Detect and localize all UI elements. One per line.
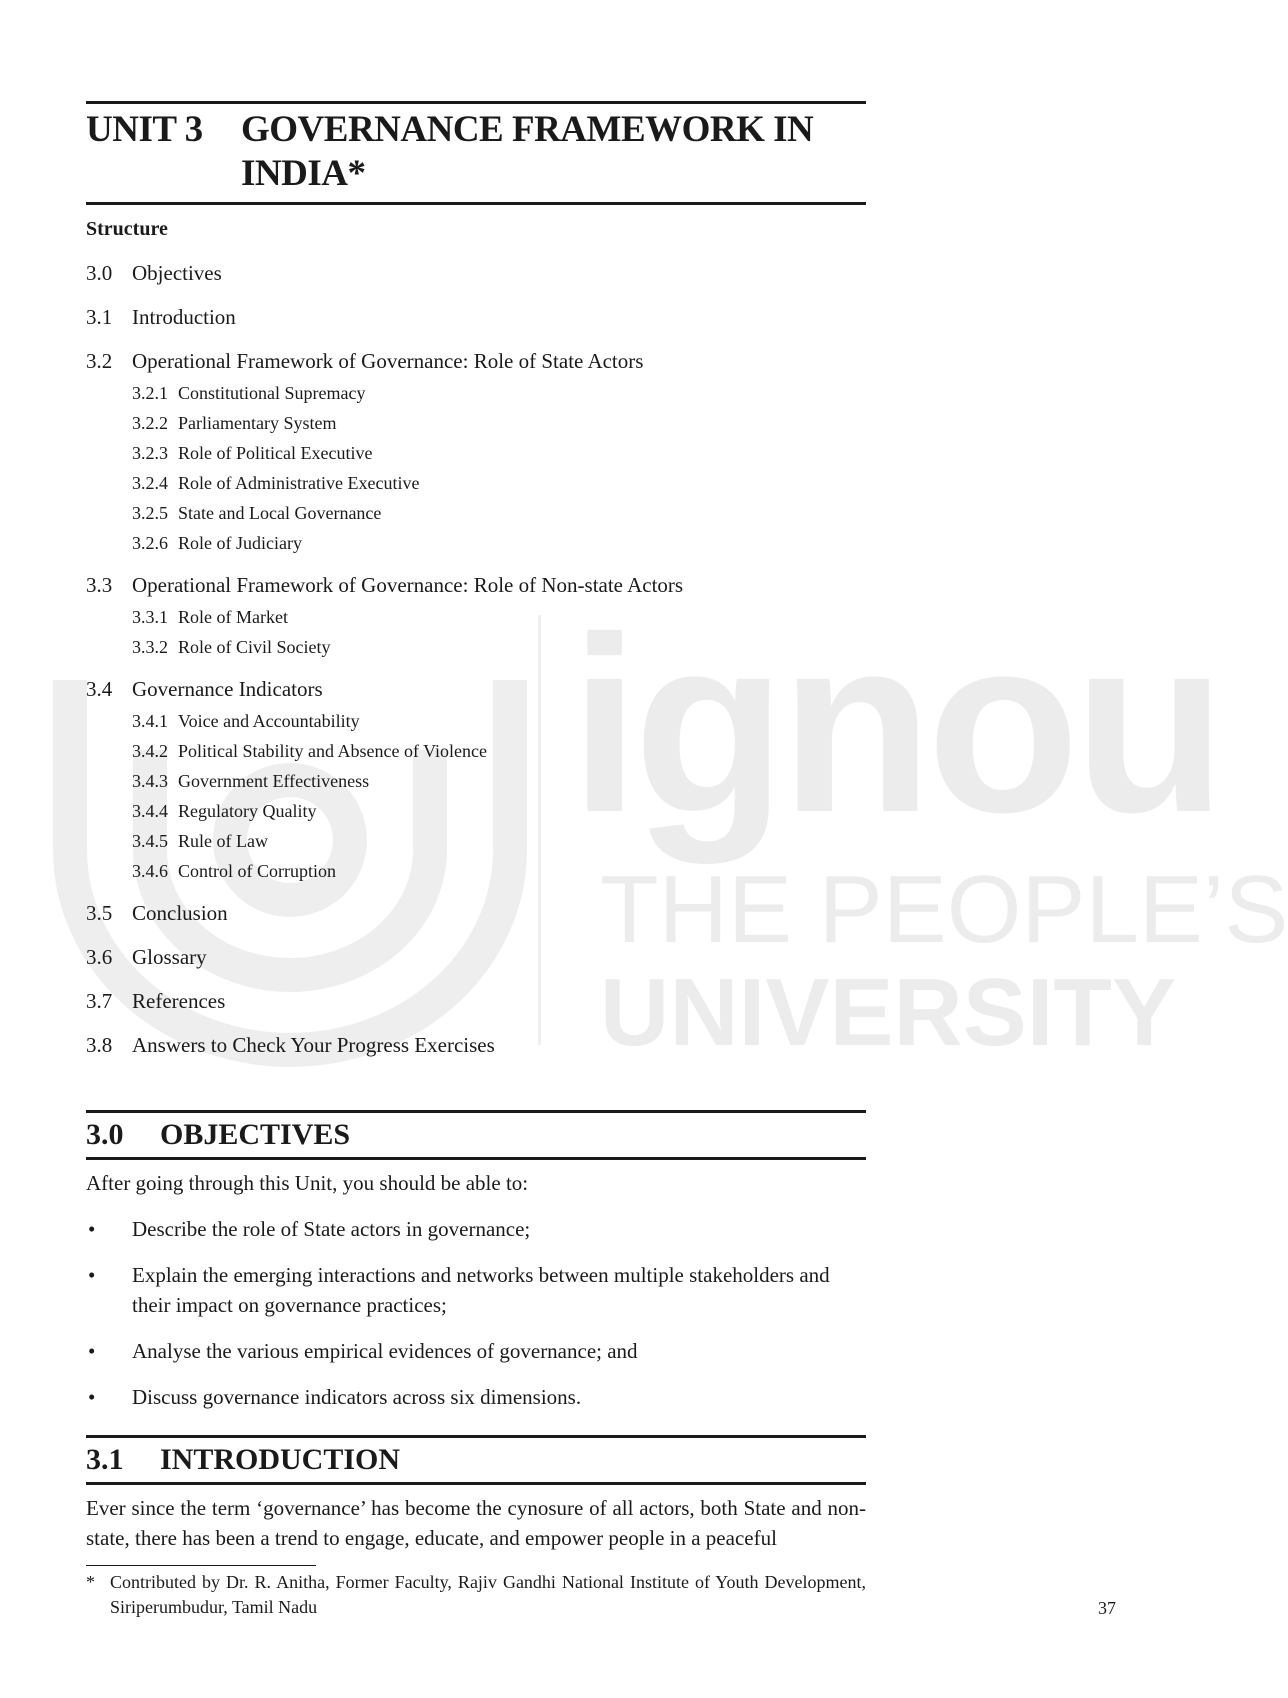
toc-subitem-number: 3.4.5 bbox=[132, 831, 168, 851]
toc-subitem-number: 3.4.3 bbox=[132, 771, 168, 791]
watermark-brand: ignou bbox=[570, 585, 1221, 864]
toc-subitem-label: Government Effectiveness bbox=[178, 771, 370, 791]
toc-subitem-number: 3.4.4 bbox=[132, 801, 168, 821]
toc-subitem bbox=[86, 856, 866, 886]
toc-subitem-label: State and Local Governance bbox=[178, 503, 382, 523]
toc-item-label: Operational Framework of Governance: Role of State Actors bbox=[132, 349, 644, 373]
section-heading bbox=[86, 1435, 866, 1485]
watermark-line2: UNIVERSITY bbox=[600, 959, 1177, 1066]
toc-item-number: 3.1 bbox=[86, 305, 113, 329]
unit-title: GOVERNANCE FRAMEWORK IN INDIA* bbox=[241, 109, 814, 194]
list-item bbox=[86, 1260, 866, 1320]
footnote-mark: * bbox=[86, 1572, 95, 1592]
toc-item-number: 3.5 bbox=[86, 901, 113, 925]
objectives-intro: After going through this Unit, you should be able to: bbox=[86, 1171, 529, 1195]
footnote-text: Contributed by Dr. R. Anitha, Former Faculty, Rajiv Gandhi National Institute of Youth Development, Siriperumbudur, Tamil Nadu bbox=[110, 1572, 866, 1617]
list-item-text: Describe the role of State actors in governance; bbox=[132, 1217, 531, 1241]
toc-subitem bbox=[86, 736, 866, 766]
bottom-rule bbox=[86, 202, 866, 205]
footnote-rule bbox=[86, 1565, 316, 1566]
toc-item bbox=[86, 346, 866, 376]
toc-item-number: 3.2 bbox=[86, 349, 113, 373]
structure-heading: Structure bbox=[86, 218, 168, 240]
unit-header bbox=[86, 101, 866, 205]
introduction-section bbox=[86, 1435, 866, 1553]
toc-item-label: Introduction bbox=[132, 305, 236, 329]
toc-subitem-number: 3.4.1 bbox=[132, 711, 168, 731]
toc-subitem bbox=[86, 766, 866, 796]
list-item-text: Discuss governance indicators across six dimensions. bbox=[132, 1385, 582, 1409]
toc-subitem-label: Role of Market bbox=[178, 607, 288, 627]
toc-subitem-label: Role of Judiciary bbox=[178, 533, 302, 553]
toc-item bbox=[86, 898, 866, 928]
toc-item-label: References bbox=[132, 989, 226, 1013]
table-of-contents bbox=[86, 258, 866, 1074]
toc-item-label: Governance Indicators bbox=[132, 677, 323, 701]
toc-subitem bbox=[86, 826, 866, 856]
toc-subitem-label: Constitutional Supremacy bbox=[178, 383, 366, 403]
toc-item bbox=[86, 1030, 866, 1060]
toc-subitem-label: Voice and Accountability bbox=[178, 711, 360, 731]
toc-subitem-number: 3.2.6 bbox=[132, 533, 168, 553]
toc-sublist bbox=[86, 706, 866, 886]
list-item bbox=[86, 1214, 866, 1244]
toc-item-number: 3.8 bbox=[86, 1033, 113, 1057]
list-item-text: Explain the emerging interactions and networks between multiple stakeholders and their impact on governance practices; bbox=[132, 1263, 830, 1317]
footnote bbox=[86, 1570, 866, 1620]
page-number: 37 bbox=[1098, 1598, 1116, 1618]
toc-item bbox=[86, 942, 866, 972]
toc-sublist bbox=[86, 602, 866, 662]
bullet-icon: • bbox=[88, 1385, 96, 1409]
toc-subitem-number: 3.3.2 bbox=[132, 637, 168, 657]
toc-subitem-label: Political Stability and Absence of Violence bbox=[178, 741, 488, 761]
list-item bbox=[86, 1382, 866, 1412]
toc-subitem bbox=[86, 706, 866, 736]
section-heading bbox=[86, 1110, 866, 1160]
toc-subitem-number: 3.2.4 bbox=[132, 473, 168, 493]
toc-subitem bbox=[86, 438, 866, 468]
toc-subitem-label: Role of Civil Society bbox=[178, 637, 331, 657]
toc-subitem-label: Parliamentary System bbox=[178, 413, 337, 433]
toc-subitem bbox=[86, 528, 866, 558]
toc-item bbox=[86, 986, 866, 1016]
objectives-section bbox=[86, 1110, 866, 1428]
toc-subitem bbox=[86, 632, 866, 662]
toc-item-number: 3.4 bbox=[86, 677, 113, 701]
toc-subitem bbox=[86, 498, 866, 528]
toc-subitem bbox=[86, 378, 866, 408]
toc-subitem bbox=[86, 408, 866, 438]
bullet-icon: • bbox=[88, 1339, 96, 1363]
toc-item-label: Glossary bbox=[132, 945, 207, 969]
toc-item bbox=[86, 570, 866, 600]
section-title: OBJECTIVES bbox=[160, 1118, 351, 1151]
toc-subitem bbox=[86, 796, 866, 826]
list-item-text: Analyse the various empirical evidences of governance; and bbox=[132, 1339, 638, 1363]
toc-sublist bbox=[86, 378, 866, 558]
watermark-line1: THE PEOPLE’S bbox=[600, 856, 1288, 963]
bullet-icon: • bbox=[88, 1263, 96, 1287]
section-number: 3.0 bbox=[86, 1118, 124, 1151]
toc-item-number: 3.6 bbox=[86, 945, 113, 969]
bullet-icon: • bbox=[88, 1217, 96, 1241]
toc-item-label: Answers to Check Your Progress Exercises bbox=[132, 1033, 495, 1057]
toc-item-label: Operational Framework of Governance: Role of Non-state Actors bbox=[132, 573, 684, 597]
toc-subitem-number: 3.2.3 bbox=[132, 443, 168, 463]
section-title: INTRODUCTION bbox=[160, 1443, 401, 1476]
introduction-paragraph: Ever since the term ‘governance’ has become the cynosure of all actors, both State and non-state, there has been a trend to engage, educate, and empower people in a peaceful bbox=[86, 1496, 866, 1550]
toc-item-label: Objectives bbox=[132, 261, 222, 285]
toc-item bbox=[86, 258, 866, 288]
toc-subitem-number: 3.2.2 bbox=[132, 413, 168, 433]
page-title bbox=[86, 104, 866, 202]
toc-item bbox=[86, 302, 866, 332]
toc-item bbox=[86, 674, 866, 704]
toc-subitem-label: Role of Political Executive bbox=[178, 443, 373, 463]
toc-subitem-number: 3.3.1 bbox=[132, 607, 168, 627]
toc-item-number: 3.3 bbox=[86, 573, 113, 597]
toc-subitem-number: 3.4.2 bbox=[132, 741, 168, 761]
objectives-list bbox=[86, 1214, 866, 1412]
toc-subitem-number: 3.2.1 bbox=[132, 383, 168, 403]
toc-item-label: Conclusion bbox=[132, 901, 228, 925]
toc-subitem-label: Control of Corruption bbox=[178, 861, 336, 881]
unit-number: UNIT 3 bbox=[86, 109, 203, 150]
toc-subitem-number: 3.2.5 bbox=[132, 503, 168, 523]
toc-subitem-label: Role of Administrative Executive bbox=[178, 473, 420, 493]
toc-subitem bbox=[86, 602, 866, 632]
list-item bbox=[86, 1336, 866, 1366]
toc-item-number: 3.0 bbox=[86, 261, 113, 285]
toc-item-number: 3.7 bbox=[86, 989, 113, 1013]
toc-subitem-label: Regulatory Quality bbox=[178, 801, 317, 821]
toc-subitem bbox=[86, 468, 866, 498]
toc-subitem-number: 3.4.6 bbox=[132, 861, 168, 881]
toc-subitem-label: Rule of Law bbox=[178, 831, 268, 851]
section-number: 3.1 bbox=[86, 1443, 124, 1476]
